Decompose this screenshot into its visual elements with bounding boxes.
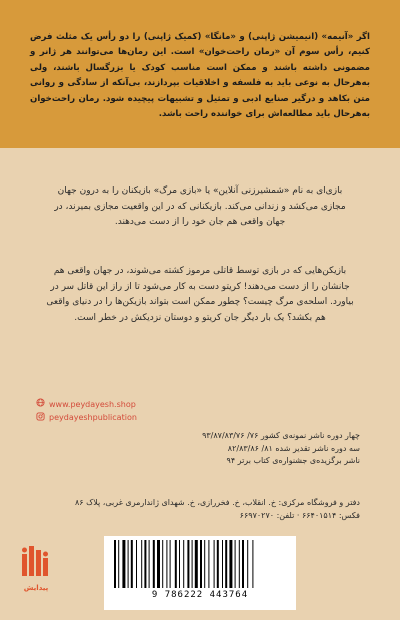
publication-info [40, 430, 360, 468]
barcode-number: 9 786222 443764 [151, 590, 249, 600]
synopsis-paragraph-1: بازی‌ای به نام «شمشیرزنی آنلاین» یا «بازی مرگ» بازیکنان را به درون جهان مجازی می‌کشد و زندانی می‌کند. بازیکنانی که در این واقعیت مجازی بمیرند، در جهان واقعی هم جان خود را از دست می‌دهند. [54, 186, 346, 228]
instagram-icon [36, 412, 45, 426]
info-line: سه دوره ناشر تقدیر شده ۸۱/ ۸۲/۸۳/۸۶ [227, 443, 360, 453]
publisher-contacts [36, 398, 236, 425]
synopsis-paragraph-2: بازیکن‌هایی که در بازی توسط قاتلی مرموز کشته می‌شوند، در جهان واقعی هم جانشان را از دست می‌دهند! کریتو دست به کار می‌شود تا از راز این قاتل سر در بیاورد. اسلحه‌ی مرگ چیست؟ چطور ممکن است بتواند بازیکن‌ها را در دنیای واقعی هم بکشد؟ یک بار دیگر جان کریتو و دوستان نزدیکش در خطر است. [46, 266, 354, 323]
publisher-logo-mark [12, 536, 56, 580]
website-link[interactable]: www.peydayesh.shop [49, 399, 136, 409]
info-line: چهار دوره ناشر نمونه‌ی کشور ۷۶/ ۹۳/۸۷/۸۳/۷۶ [202, 431, 360, 440]
instagram-row [36, 412, 236, 426]
info-line: ناشر برگزیده‌ی جشنواره‌ی کتاب برتر ۹۴ [226, 456, 360, 466]
top-description-block [0, 0, 400, 148]
isbn-barcode [104, 536, 296, 610]
barcode-bars [114, 540, 286, 590]
top-description-text: اگر «آنیمه» (انیمیشن ژاپنی) و «مانگا» (کمیک ژاپنی) را دو رأس یک مثلث فرض کنیم، رأس سوم آن «رمان راحت‌خوان» است. این رمان‌ها می‌توانند هر ژانر و مضمونی داشته باشند و ممکن است مناسب کودک یا بزرگسال باشند، ولی به‌هرحال به نوعی باید به فلسفه و اخلاقیات بپردازند، بی‌آنکه از سادگی و روانی متن بکاهد و درگیر صنایع ادبی و تمثیل و تشبیهات پیچیده شود. رمان راحت‌خوان به‌هرحال باید مطالعه‌اش برای خواننده راحت باشد. [30, 32, 370, 120]
globe-icon [36, 398, 45, 412]
website-row [36, 398, 236, 412]
publisher-logo-text: پیدایش [23, 584, 49, 592]
address-line: دفتر و فروشگاه مرکزی: خ. انقلاب، خ. فخررازی، خ. شهدای ژاندارمری غربی، پلاک ۸۶ [74, 498, 360, 507]
publisher-address [40, 497, 360, 522]
phone-fax-line: فکس: ۶۶۴۰۱۵۱۴ · تلفن: ۶۶۹۷۰۲۷۰ [239, 510, 360, 520]
instagram-handle[interactable]: peydayeshpublication [49, 413, 137, 423]
publisher-logo [12, 536, 52, 592]
